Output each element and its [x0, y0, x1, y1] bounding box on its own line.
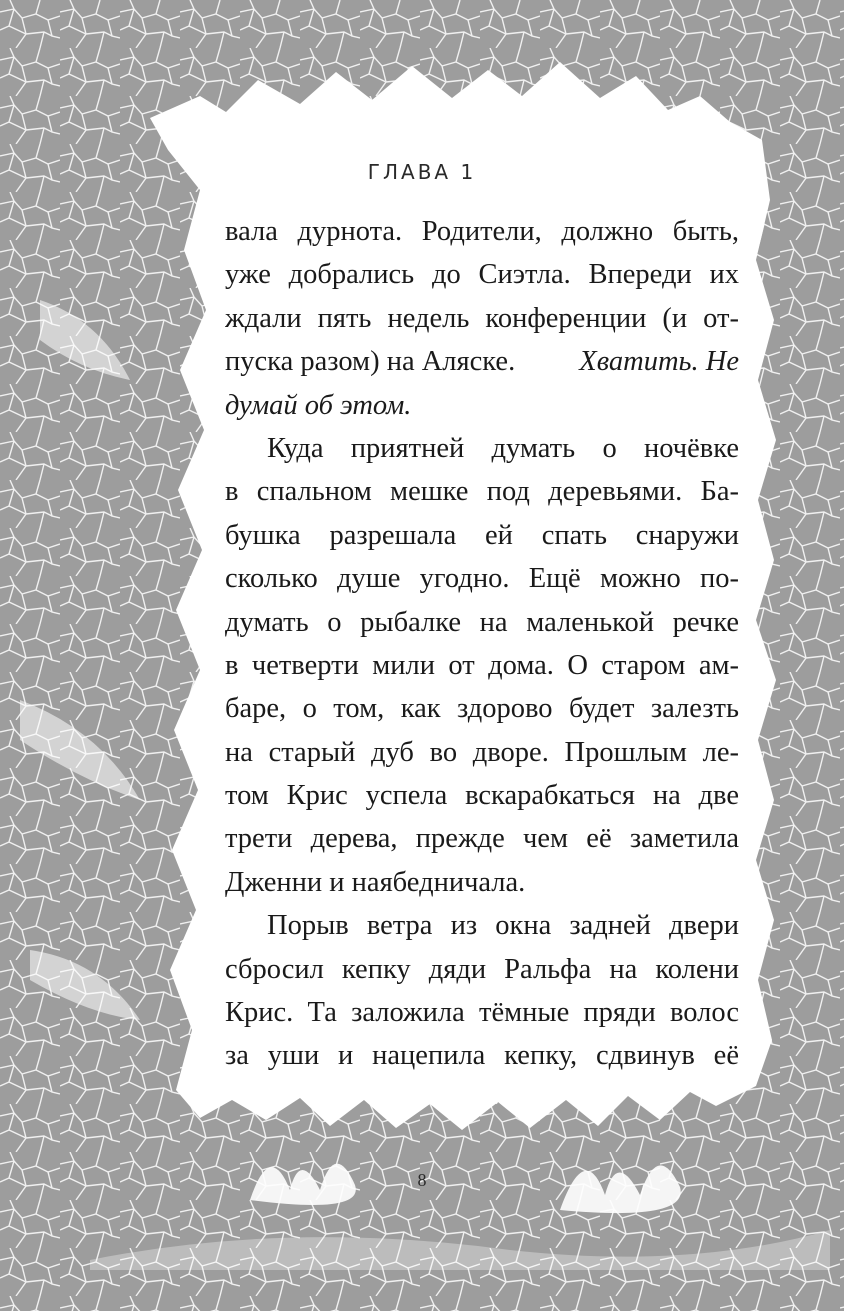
text-line: думать о рыбалке на маленькой речке — [225, 606, 739, 638]
text-line: бушка разрешала ей спать снаружи — [225, 519, 739, 551]
text-line: баре, о том, как здорово будет залезть — [225, 693, 739, 725]
text-line: в спальном мешке под деревьями. Ба- — [225, 476, 739, 508]
italic-segment: Хватить. Не — [579, 346, 739, 378]
text-line: на старый дуб во дворе. Прошлым ле- — [225, 736, 739, 768]
text-line: уже добрались до Сиэтла. Впереди их — [225, 259, 739, 291]
text-line: ждали пять недель конференции (и от- — [225, 302, 739, 334]
text-line: Дженни и наябедничала. — [225, 866, 526, 898]
text-line: за уши и нацепила кепку, сдвинув её — [225, 1040, 739, 1072]
body-text — [225, 210, 739, 1078]
text-line-mixed — [225, 340, 739, 383]
text-line: Порыв ветра из окна задней двери — [267, 910, 739, 942]
text-line-italic — [225, 384, 739, 427]
text-line: Крис. Та заложила тёмные пряди волос — [225, 997, 739, 1029]
italic-segment: думай об этом. — [225, 389, 412, 421]
text-line: в четверти мили от дома. О старом ам- — [225, 649, 739, 681]
text-line: трети дерева, прежде чем её заметила — [225, 823, 739, 855]
running-head: ГЛАВА 1 — [367, 160, 477, 184]
text-line: сбросил кепку дяди Ральфа на колени — [225, 953, 739, 985]
page-number: 8 — [417, 1170, 427, 1190]
text-line: вала дурнота. Родители, должно быть, — [225, 216, 739, 247]
text-line: Куда приятней думать о ночёвке — [267, 432, 739, 464]
text-line: том Крис успела вскарабкаться на две — [225, 780, 739, 812]
text-segment: пуска разом) на Аляске. — [225, 346, 516, 378]
text-line: сколько душе угодно. Ещё можно по- — [225, 563, 739, 595]
